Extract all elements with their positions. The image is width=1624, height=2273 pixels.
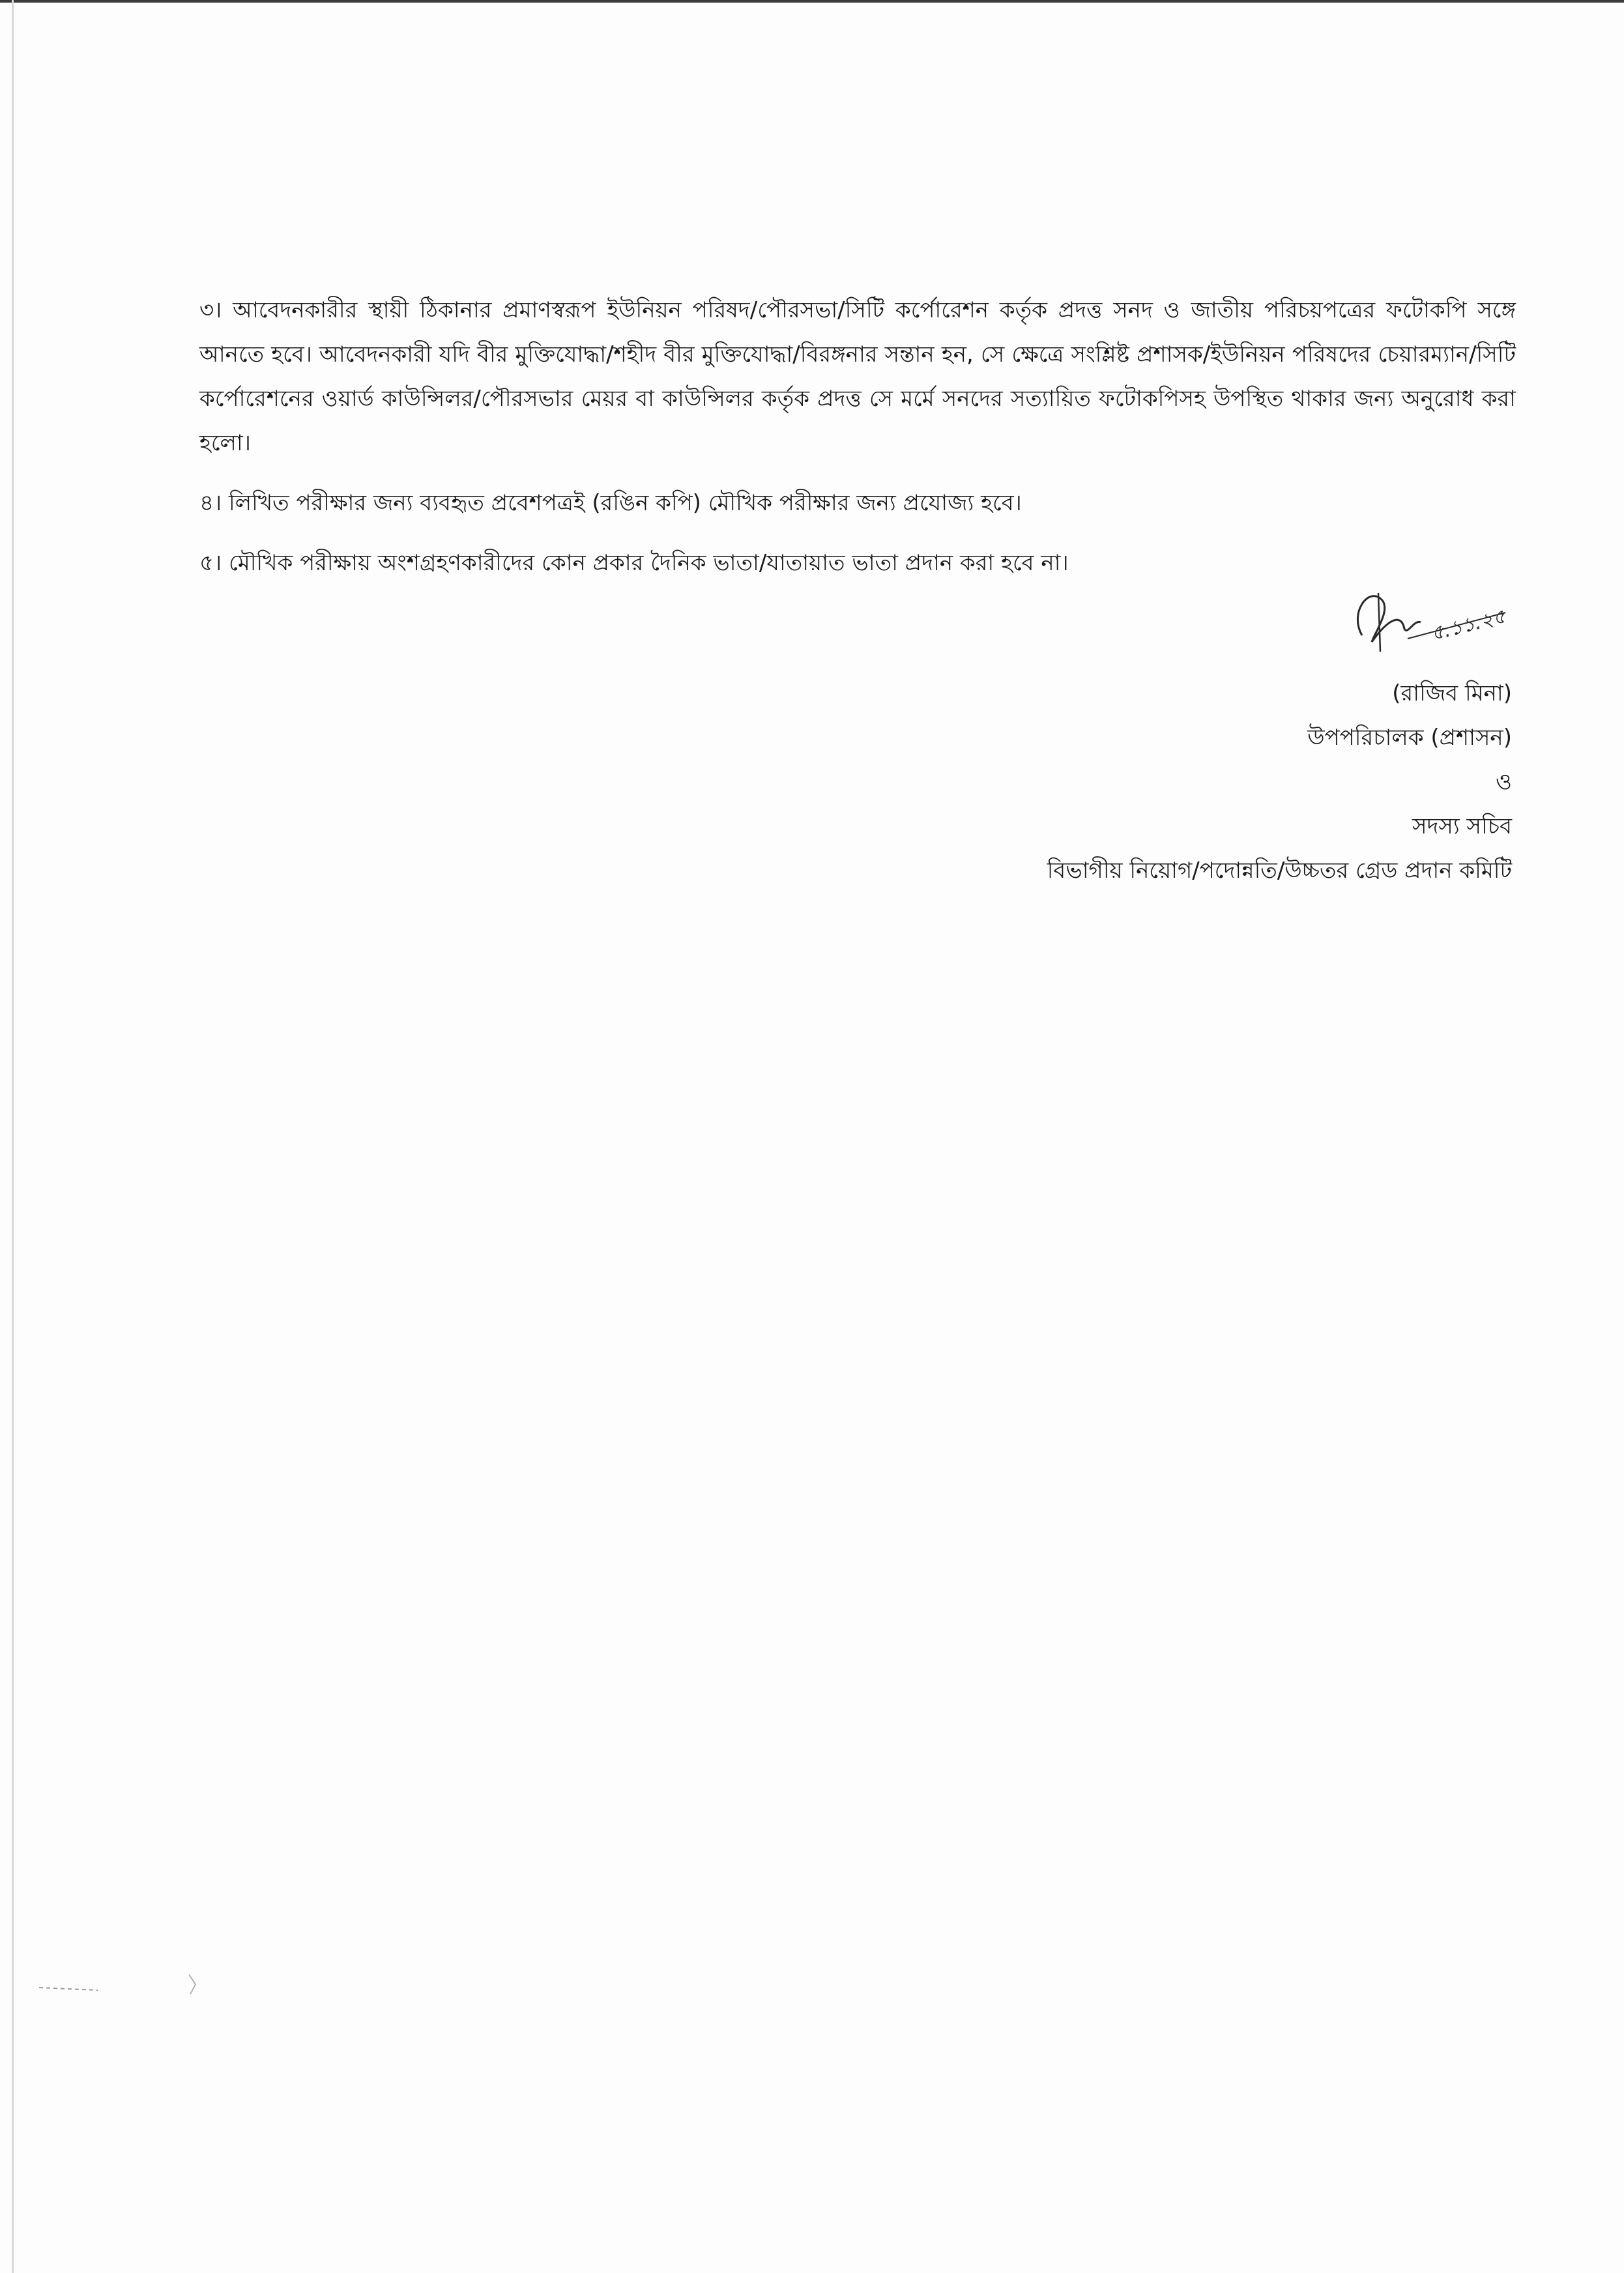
scan-left-edge — [12, 0, 14, 2273]
handwritten-signature — [1342, 573, 1512, 665]
paragraph-3: ৩। আবেদনকারীর স্থায়ী ঠিকানার প্রমাণস্বরূপ ইউনিয়ন পরিষদ/পৌরসভা/সিটি কর্পোরেশন কর্তৃক প্রদত্ত সনদ ও জাতীয় পরিচয়পত্রের ফটোকপি সঙ্গে আনতে হবে। আবেদনকারী যদি বীর মুক্তিযোদ্ধা/শহীদ বীর মুক্তিযোদ্ধা/বিরঙ্গনার সন্তান হন, সে ক্ষেত্রে সংশ্লিষ্ট প্রশাসক/ইউনিয়ন পরিষদের চেয়ারম্যান/সিটি কর্পোরেশনের ওয়ার্ড কাউন্সিলর/পৌরসভার মেয়র বা কাউন্সিলর কর্তৃক প্রদত্ত সে মর্মে সনদের সত্যায়িত ফটোকপিসহ উপস্থিত থাকার জন্য অনুরোধ করা হলো। — [199, 297, 1516, 456]
signatory-conjunction: ও — [1495, 769, 1512, 795]
signatory-designation: উপপরিচালক (প্রশাসন) — [1307, 725, 1512, 751]
signature-date: ৫.১১.২৫ — [1428, 605, 1509, 646]
document-body — [199, 288, 1516, 601]
signatory-name: (রাজিব মিনা) — [1392, 680, 1512, 706]
scan-top-edge — [0, 0, 1624, 3]
paragraph-4: ৪। লিখিত পরীক্ষার জন্য ব্যবহৃত প্রবেশপত্রই (রঙিন কপি) মৌখিক পরীক্ষার জন্য প্রযোজ্য হবে। — [199, 490, 1022, 516]
signature-block — [860, 600, 1512, 893]
paragraph-5: ৫। মৌখিক পরীক্ষায় অংশগ্রহণকারীদের কোন প্রকার দৈনিক ভাতা/যাতায়াত ভাতা প্রদান করা হবে না। — [199, 550, 1069, 576]
scan-smudge-mark — [39, 1968, 209, 2007]
signatory-role: সদস্য সচিব — [1412, 813, 1512, 839]
signatory-committee: বিভাগীয় নিয়োগ/পদোন্নতি/উচ্চতর গ্রেড প্রদান কমিটি — [1047, 858, 1512, 884]
